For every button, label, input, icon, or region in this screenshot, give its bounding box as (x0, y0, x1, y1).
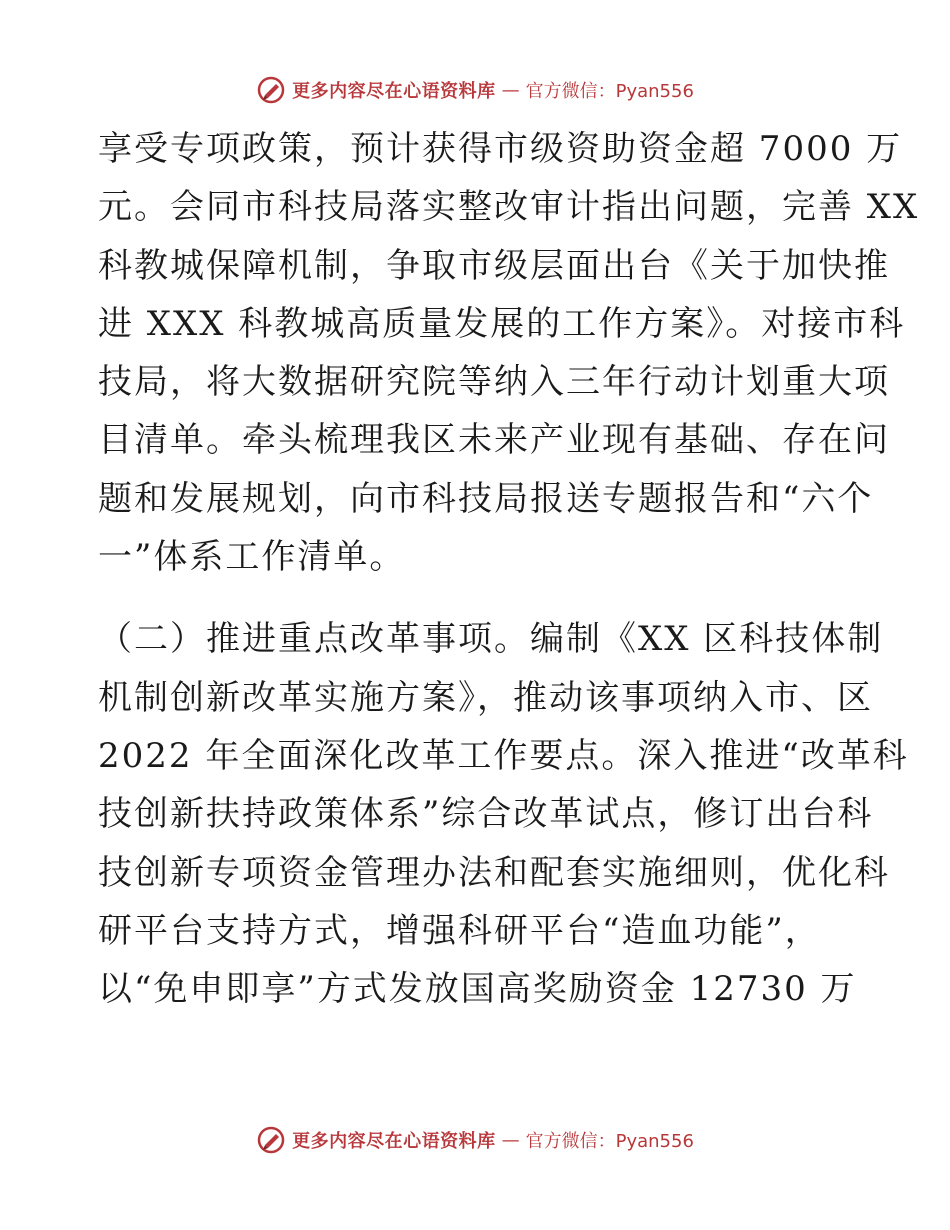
paragraph-gap (98, 586, 858, 610)
document-body (98, 120, 920, 1018)
watermark-banner-top (0, 70, 950, 110)
banner-wechat: 官方微信：Pyan556 (525, 1131, 694, 1152)
banner-text: 更多内容尽在心语资料库 (292, 81, 496, 102)
banner-separator: — (501, 79, 520, 101)
paragraph-line: 进 XXX 科教城高质量发展的工作方案》。对接市科 (98, 303, 906, 344)
paragraph-line: 元。会同市科技局落实整改审计指出问题，完善 XX (98, 187, 920, 228)
paragraph-line: 技创新扶持政策体系”综合改革试点，修订出台科 (98, 794, 874, 835)
paragraph-line: 享受专项政策，预计获得市级资助资金超 7000 万 (98, 129, 903, 169)
banner-text: 更多内容尽在心语资料库 (292, 1131, 496, 1152)
brand-logo-icon (256, 75, 286, 105)
banner-separator: — (501, 1129, 520, 1151)
paragraph-line: 以“免申即享”方式发放国高奖励资金 12730 万 (98, 969, 857, 1010)
banner-wechat: 官方微信：Pyan556 (525, 81, 694, 102)
watermark-banner-bottom (0, 1120, 950, 1160)
paragraph-line: 研平台支持方式，增强科研平台“造血功能”， (98, 910, 821, 951)
paragraph-line: 机制创新改革实施方案》，推动该事项纳入市、区 (98, 677, 873, 718)
paragraph-line: 目清单。牵头梳理我区未来产业现有基础、存在问 (98, 420, 890, 461)
paragraph-line: 技局，将大数据研究院等纳入三年行动计划重大项 (98, 362, 890, 403)
paragraph-line: 题和发展规划，向市科技局报送专题报告和“六个 (98, 478, 874, 519)
section-heading-line: （二）推进重点改革事项。编制《XX 区科技体制 (98, 619, 884, 660)
paragraph-line: 科教城保障机制，争取市级层面出台《关于加快推 (98, 245, 890, 286)
paragraph-line: 一”体系工作清单。 (98, 537, 406, 578)
paragraph-line: 技创新专项资金管理办法和配套实施细则，优化科 (98, 852, 890, 893)
brand-logo-icon (256, 1125, 286, 1155)
paragraph-line: 2022 年全面深化改革工作要点。深入推进“改革科 (98, 735, 909, 776)
